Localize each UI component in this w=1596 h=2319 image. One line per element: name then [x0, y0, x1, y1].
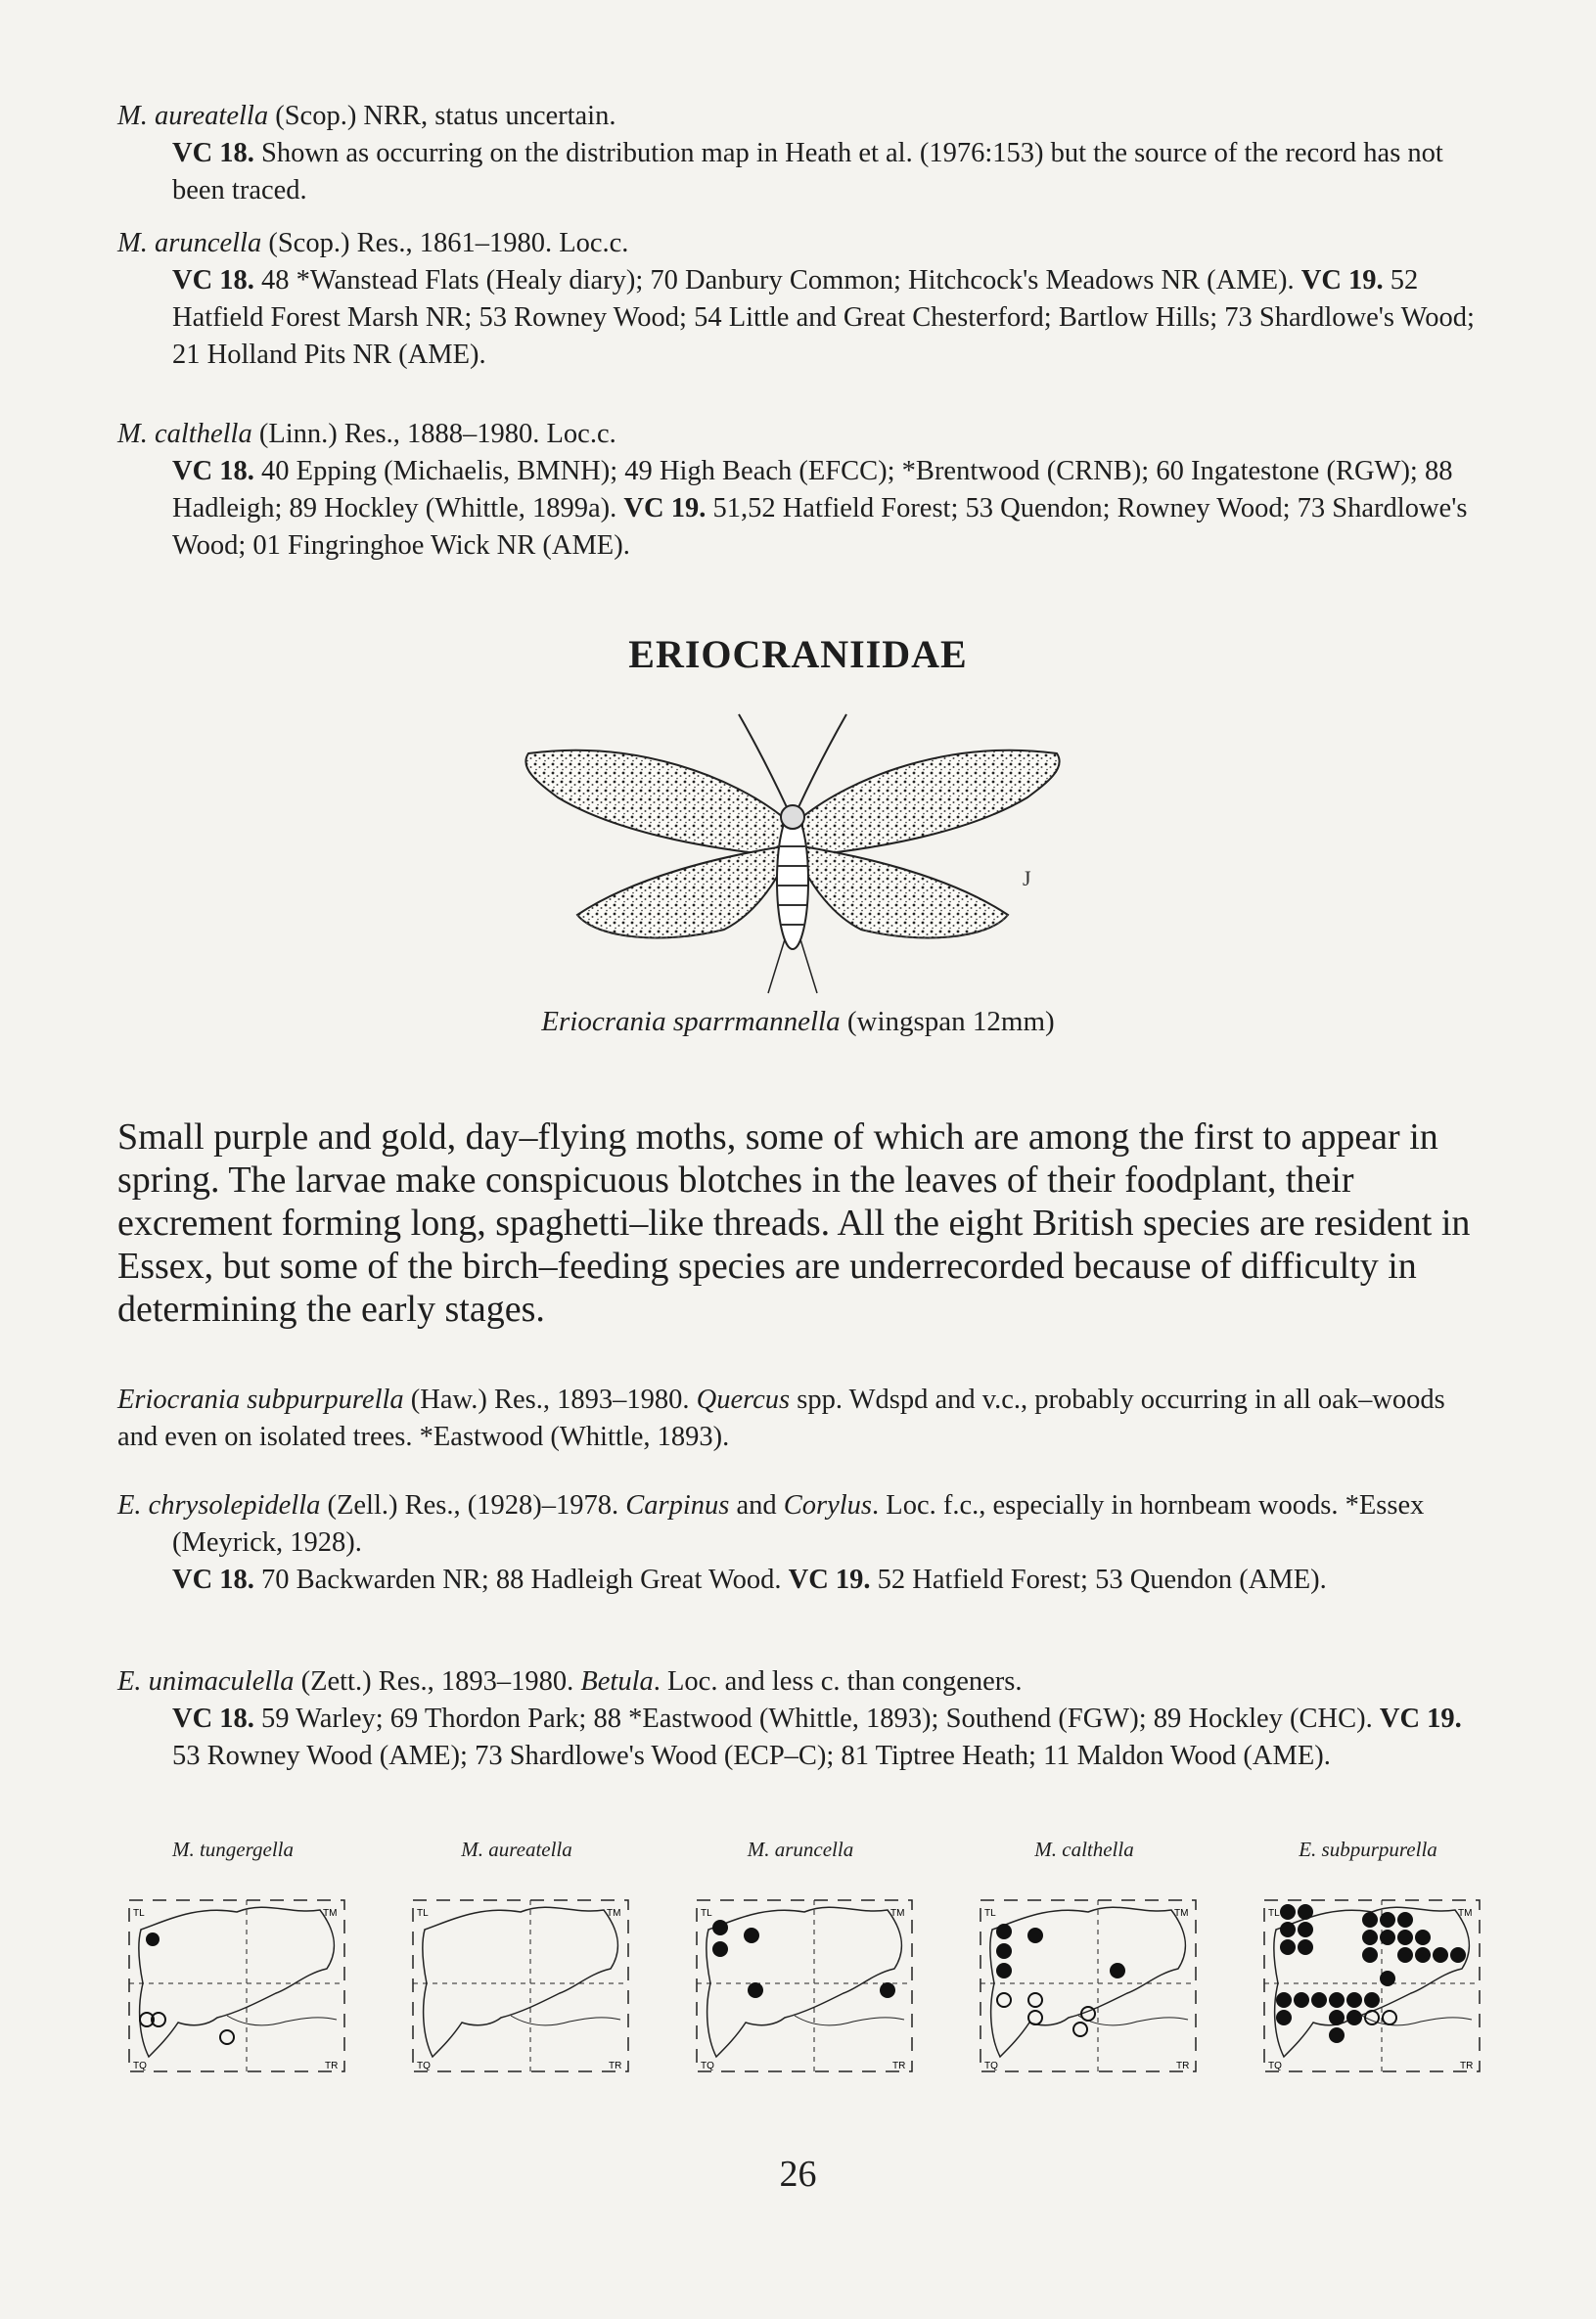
species-name: M. calthella [117, 419, 252, 449]
vc-label: VC 19. [1379, 1704, 1462, 1734]
species-name: E. chrysolepidella [117, 1490, 321, 1521]
essex-map [971, 1890, 1202, 2078]
grid-label: TQ [1268, 2061, 1282, 2071]
entry-aruncella [117, 225, 1482, 374]
record-text: 53 Rowney Wood (AME); 73 Shardlowe's Wood (ECP–C); 81 Tiptree Heath; 11 Maldon Wood (AME). [172, 1741, 1331, 1771]
vc-label: VC 18. [172, 138, 254, 168]
moth-illustration [489, 709, 1096, 1003]
essex-map [1254, 1890, 1485, 2078]
entry-unimaculella [117, 1663, 1482, 1775]
record-dots [712, 1920, 895, 1998]
foodplant: Corylus [783, 1490, 873, 1521]
species-status: (Haw.) Res., 1893–1980. [403, 1385, 697, 1415]
conjunction: and [729, 1490, 784, 1521]
grid-label: TR [609, 2061, 622, 2071]
figure-caption [0, 1006, 1596, 1038]
map-calthella [967, 1830, 1202, 2084]
species-status: (Linn.) Res., 1888–1980. Loc.c. [251, 419, 616, 449]
record-text: 52 Hatfield Forest; 53 Quendon (AME). [870, 1565, 1327, 1595]
page-number: 26 [779, 2154, 817, 2195]
vc-label: VC 19. [1300, 265, 1384, 296]
grid-label: TQ [417, 2061, 431, 2071]
grid-label: TL [133, 1908, 145, 1919]
map-title: M. aureatella [461, 1838, 572, 1861]
grid-label: TL [417, 1908, 429, 1919]
map-base [129, 1900, 344, 2071]
foodplant: Carpinus [625, 1490, 730, 1521]
grid-label: TQ [133, 2061, 147, 2071]
map-aureatella [399, 1830, 634, 2084]
species-name: M. aruncella [117, 228, 262, 258]
map-subpurpurella [1251, 1830, 1485, 2084]
record-text: 52 Hatfield Forest Marsh NR; 53 Rowney Wood; 54 Little and Great Chesterford; Bartlow Hills; 73 Shardlowe's Wood; 21 Holland Pits NR (AME). [172, 265, 1475, 370]
entry-chrysolepidella [117, 1487, 1482, 1599]
grid-label: TL [984, 1908, 996, 1919]
essex-map [403, 1890, 634, 2078]
grid-label: TM [1174, 1908, 1189, 1919]
family-intro: Small purple and gold, day–flying moths, some of which are among the first to appear in spring. The larvae make conspicuous blotches in the leaves of their foodplant, their excrement forming long, spaghetti–like threads. All the eight British species are resident in Essex, but some of the birch–feeding species are underrecorded because of difficulty in determining the early stages. [117, 1116, 1471, 1330]
svg-text:J: J [1023, 866, 1031, 890]
foodplant: Betula [580, 1666, 654, 1697]
grid-label: TL [1268, 1908, 1280, 1919]
map-aruncella [683, 1830, 918, 2084]
grid-label: TM [607, 1908, 621, 1919]
species-name: Eriocrania subpurpurella [117, 1385, 404, 1415]
species-status: (Scop.) NRR, status uncertain. [268, 101, 616, 131]
species-status: (Scop.) Res., 1861–1980. Loc.c. [261, 228, 629, 258]
species-name: E. unimaculella [117, 1666, 295, 1697]
map-title: M. aruncella [747, 1838, 854, 1861]
map-base [413, 1900, 628, 2071]
entry-calthella [117, 416, 1482, 565]
species-notes: . Loc. f.c., especially in hornbeam woods. *Essex (Meyrick, 1928). [172, 1490, 1425, 1558]
vc-label: VC 18. [172, 1704, 254, 1734]
grid-label: TL [701, 1908, 712, 1919]
foodplant: Quercus [696, 1385, 791, 1415]
grid-label: TR [325, 2061, 339, 2071]
vc-label: VC 18. [172, 456, 254, 486]
grid-label: TR [1176, 2061, 1190, 2071]
species-status: (Zell.) Res., (1928)–1978. [320, 1490, 626, 1521]
record-text: 40 Epping (Michaelis, BMNH); 49 High Beach (EFCC); *Brentwood (CRNB); 60 Ingatestone (RGW); 88 Hadleigh; 89 Hockley (Whittle, 1899a). [172, 456, 1453, 523]
essex-map [119, 1890, 350, 2078]
entry-subpurpurella [117, 1382, 1482, 1456]
vc-label: VC 18. [172, 1565, 254, 1595]
species-notes: . Loc. and less c. than congeners. [653, 1666, 1023, 1697]
grid-label: TM [1458, 1908, 1473, 1919]
distribution-maps [115, 1830, 1485, 2084]
grid-label: TM [323, 1908, 338, 1919]
grid-label: TQ [984, 2061, 998, 2071]
record-text: Shown as occurring on the distribution map in Heath et al. (1976:153) but the source of the record has not been traced. [172, 138, 1443, 205]
record-text: 51,52 Hatfield Forest; 53 Quendon; Rowney Wood; 73 Shardlowe's Wood; 01 Fingringhoe Wick NR (AME). [172, 493, 1468, 561]
caption-wingspan: (wingspan 12mm) [840, 1006, 1055, 1037]
record-text: 48 *Wanstead Flats (Healy diary); 70 Danbury Common; Hitchcock's Meadows NR (AME). [253, 265, 1295, 296]
entry-aureatella [117, 98, 1482, 209]
record-dots [1276, 1904, 1466, 2043]
map-title: M. tungergella [171, 1838, 295, 1861]
map-tungergella [115, 1830, 350, 2084]
species-name: M. aureatella [117, 101, 269, 131]
record-dots [140, 1932, 234, 2044]
record-dots [996, 1924, 1125, 2036]
grid-label: TR [892, 2061, 906, 2071]
record-text: 70 Backwarden NR; 88 Hadleigh Great Wood. [253, 1565, 789, 1595]
vc-label: VC 18. [172, 265, 254, 296]
species-status: (Zett.) Res., 1893–1980. [294, 1666, 581, 1697]
vc-label: VC 19. [623, 493, 707, 523]
record-text: 59 Warley; 69 Thordon Park; 88 *Eastwood (Whittle, 1893); Southend (FGW); 89 Hockley (CHC). [253, 1704, 1380, 1734]
species-notes: spp. Wdspd and v.c., probably occurring in all oak–woods and even on isolated trees. *Eastwood (Whittle, 1893). [117, 1385, 1445, 1452]
grid-label: TM [890, 1908, 905, 1919]
grid-label: TR [1460, 2061, 1474, 2071]
map-base [980, 1900, 1196, 2071]
vc-label: VC 19. [788, 1565, 871, 1595]
family-heading: ERIOCRANIIDAE [628, 632, 968, 676]
grid-label: TQ [701, 2061, 714, 2071]
map-title: E. subpurpurella [1299, 1838, 1437, 1861]
essex-map [687, 1890, 918, 2078]
map-base [697, 1900, 912, 2071]
caption-species: Eriocrania sparrmannella [541, 1006, 841, 1037]
map-title: M. calthella [1034, 1838, 1134, 1861]
